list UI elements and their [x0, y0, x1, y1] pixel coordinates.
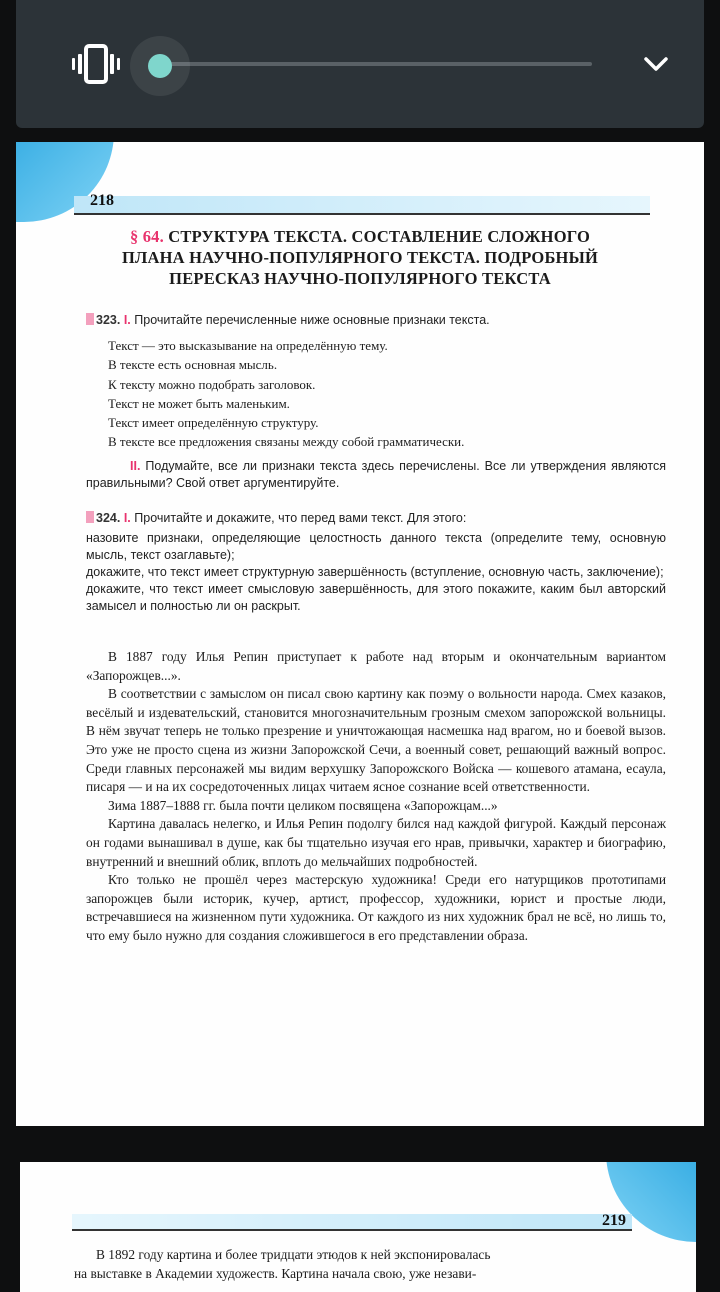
step-text: докажите, что текст имеет смысловую завершённость, для этого покажите, каким был авторский замысел и полностью ли он раскрыт. [86, 582, 666, 613]
book-page-218[interactable] [16, 142, 704, 1126]
list-item: Текст не может быть маленьким. [108, 395, 290, 411]
header-rule [72, 1229, 632, 1231]
article-continuation [74, 1246, 646, 1283]
exercise-324-heading [86, 510, 666, 527]
article-paragraph: В соответствии с замыслом он писал свою картину как поэму о вольности народа. Смех казаков, весёлый и издевательский, становится многозначительным грозным смехом запорожской вольницы. В нём звучат теперь не только презрение и уничтожающая насмешка над врагом, но и боевой вызов. Это уже не просто сцена из жизни Запорожской Сечи, а военный совет, решающий важный вопрос. Среди главных персонажей мы видим верхушку Запорожского Войска — кошевого атамана, есаула, писаря — и на их сосредоточенных лицах читаем ясное сознание всей ответственности. [86, 686, 666, 795]
exercise-323-heading [86, 312, 666, 329]
step-text: докажите, что текст имеет структурную завершённость (вступление, основную часть, заключение); [86, 565, 664, 579]
header-band [72, 1214, 632, 1230]
exercise-number: 324. [96, 511, 121, 525]
step-text: назовите признаки, определяющие целостность данного текста (определите тему, основную мысль, текст озаглавьте); [86, 531, 666, 562]
exercise-instruction: Прочитайте перечисленные ниже основные признаки текста. [134, 313, 490, 327]
page-number: 218 [90, 192, 114, 209]
section-number: § 64. [129, 227, 164, 246]
header-rule [74, 213, 650, 215]
exercise-324-steps [86, 530, 666, 615]
title-line-2: ПЛАНА НАУЧНО-ПОПУЛЯРНОГО ТЕКСТА. ПОДРОБНЫЙ [121, 248, 599, 267]
title-line-3: ПЕРЕСКАЗ НАУЧНО-ПОПУЛЯРНОГО ТЕКСТА [169, 269, 551, 288]
exercise-instruction: Прочитайте и докажите, что перед вами текст. Для этого: [134, 511, 467, 525]
seek-track[interactable] [168, 62, 592, 66]
exercise-marker [86, 313, 94, 325]
article-line: В 1892 году картина и более тридцати этюдов к ней экспонировалась [96, 1247, 491, 1262]
exercise-number: 323. [96, 313, 121, 327]
article-paragraph: Картина давалась нелегко, и Илья Репин подолгу бился над каждой фигурой. Каждый персонаж он годами вынашивал в душе, как бы тщательно изучая его нрав, привычки, характер и биографию, внутренний и внешний облик, вплоть до мельчайших подробностей. [86, 816, 666, 869]
exercise-part-i: I. [123, 511, 131, 525]
exercise-323-part-ii [86, 458, 666, 492]
exercise-instruction: Подумайте, все ли признаки текста здесь перечислены. Все ли утверждения являются правильными? Свой ответ аргументируйте. [86, 459, 666, 490]
article-paragraph: Кто только не прошёл через мастерскую художника! Среди его натурщиков прототипами запорожцев были историк, кучер, артист, профессор, художники, юрист и простые люди, встречавшиеся на жизненном пути художника. От каждого из них художник брал не всё, но лишь то, что ему было нужно для создания сложившегося в его представлении образа. [86, 872, 666, 943]
list-item: Текст — это высказывание на определённую тему. [108, 338, 388, 353]
list-item: К тексту можно подобрать заголовок. [108, 376, 316, 392]
article-paragraph: Зима 1887–1888 гг. была почти целиком посвящена «Запорожцам...» [108, 797, 498, 813]
list-item: В тексте есть основная мысль. [108, 357, 278, 373]
section-title [56, 226, 664, 289]
exercise-part-ii: II. [130, 459, 141, 473]
article-line: на выставке в Академии художеств. Картина начала свою, уже незави- [74, 1265, 477, 1281]
list-item: Текст имеет определённую структуру. [108, 415, 319, 431]
chevron-down-icon[interactable] [642, 54, 670, 74]
page-number: 219 [602, 1212, 626, 1229]
title-line-1: СТРУКТУРА ТЕКСТА. СОСТАВЛЕНИЕ СЛОЖНОГО [168, 227, 591, 246]
header-band [74, 196, 650, 214]
viewer-toolbar [16, 0, 704, 128]
text-features-list [108, 336, 668, 452]
seek-knob[interactable] [148, 54, 172, 78]
list-item: В тексте все предложения связаны между собой грамматически. [108, 434, 465, 450]
repin-article [86, 648, 666, 946]
exercise-part-i: I. [123, 313, 131, 327]
article-paragraph: В 1887 году Илья Репин приступает к работе над вторым и окончательным вариантом «Запорожцев...». [86, 649, 666, 683]
vibrate-icon[interactable] [72, 44, 120, 84]
book-page-219[interactable] [20, 1162, 696, 1292]
exercise-marker [86, 511, 94, 523]
